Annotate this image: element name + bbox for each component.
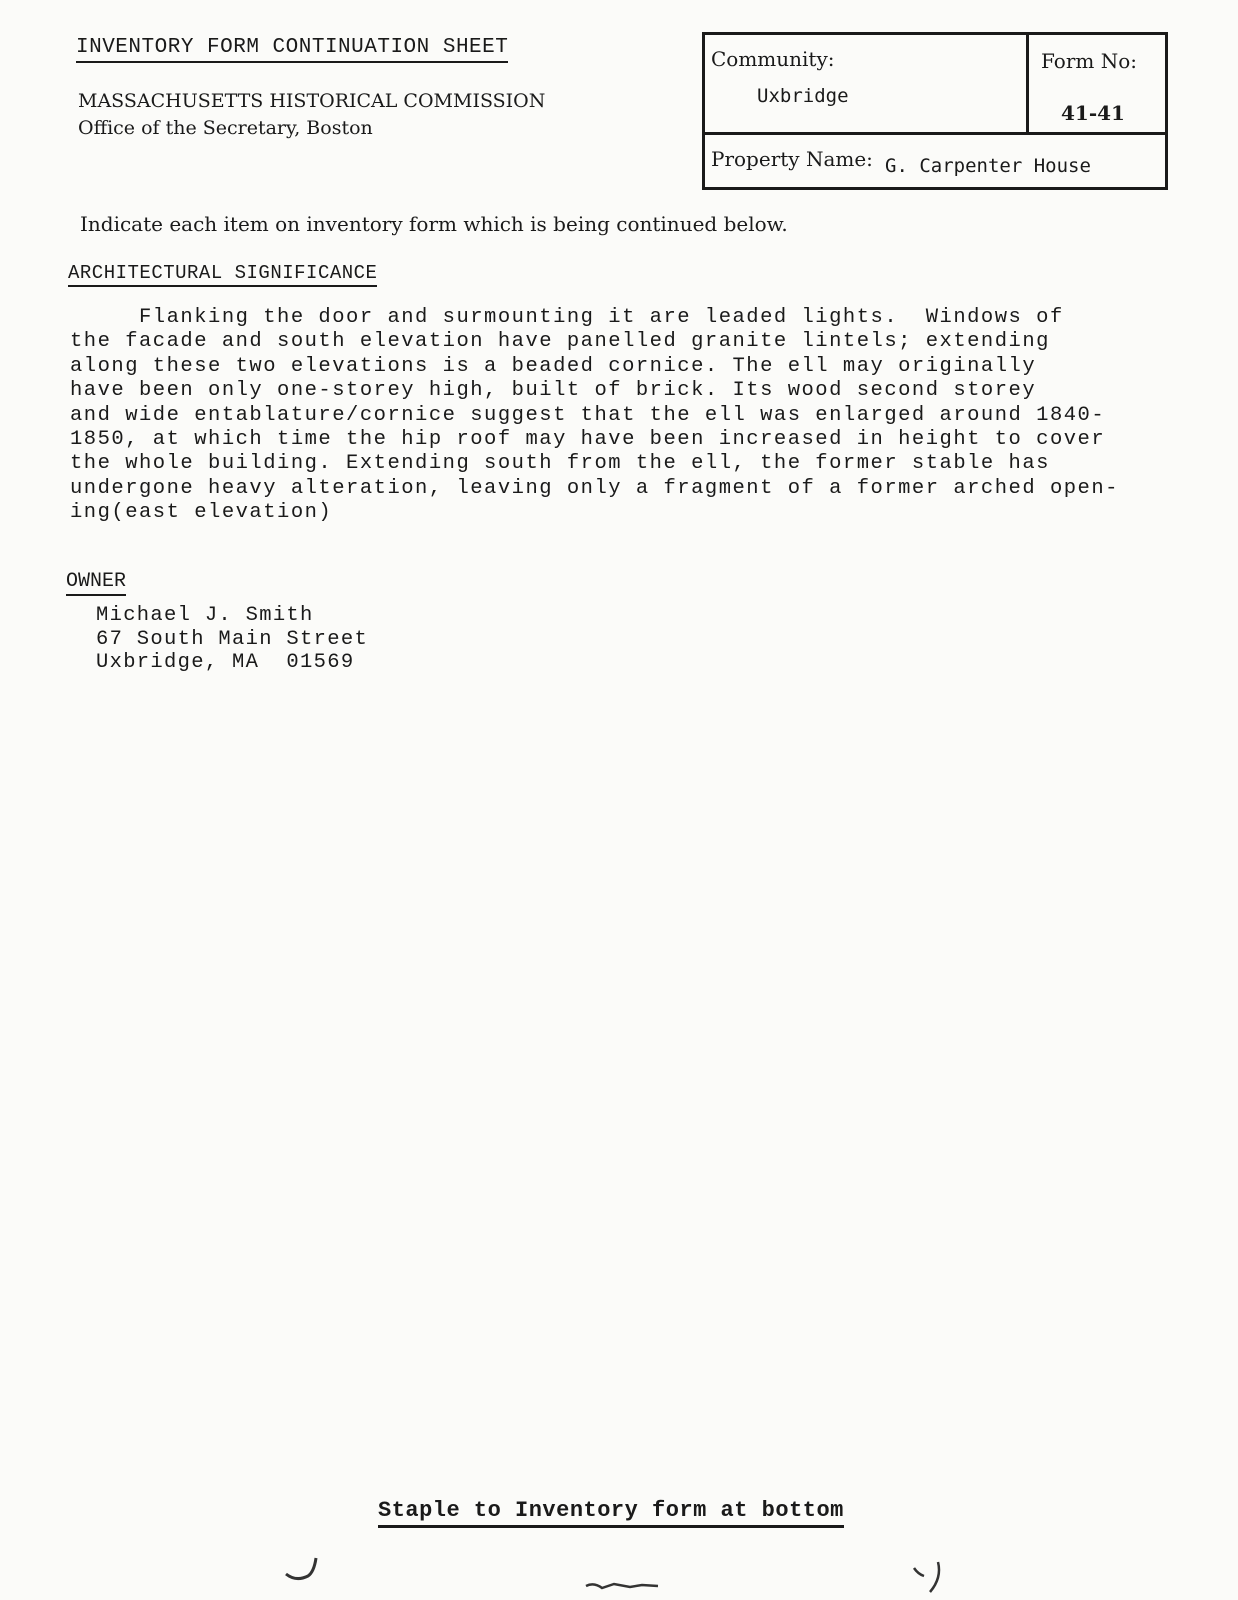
staple-note: Staple to Inventory form at bottom bbox=[378, 1498, 844, 1528]
text-line: along these two elevations is a beaded cornice. The ell may originally bbox=[70, 354, 1037, 378]
owner-name: Michael J. Smith bbox=[96, 604, 314, 627]
architectural-significance-text bbox=[70, 306, 1170, 526]
owner-heading: OWNER bbox=[66, 570, 126, 596]
owner-address-block bbox=[96, 604, 368, 675]
agency-name: MASSACHUSETTS HISTORICAL COMMISSION bbox=[78, 90, 546, 112]
text-line: and wide entablature/cornice suggest that the ell was enlarged around 1840- bbox=[70, 403, 1106, 427]
form-info-box bbox=[702, 32, 1168, 190]
staple-smudge-icon bbox=[584, 1580, 664, 1592]
form-number-label: Form No: bbox=[1041, 49, 1137, 73]
text-line: the facade and south elevation have panelled granite lintels; extending bbox=[70, 330, 1050, 354]
agency-block bbox=[78, 88, 545, 142]
text-line: Flanking the door and surmounting it are leaded lights. Windows of bbox=[70, 306, 1064, 329]
community-label: Community: bbox=[711, 47, 835, 71]
property-name-cell bbox=[705, 135, 1165, 187]
owner-street: 67 South Main Street bbox=[96, 627, 369, 651]
agency-office: Office of the Secretary, Boston bbox=[78, 117, 373, 139]
staple-mark-icon bbox=[282, 1552, 322, 1588]
instruction-text: Indicate each item on inventory form which is being continued below. bbox=[80, 212, 788, 236]
text-line: ing(east elevation) bbox=[70, 501, 333, 525]
form-number-cell bbox=[1029, 35, 1165, 135]
text-line: 1850, at which time the hip roof may have been increased in height to cover bbox=[70, 428, 1106, 452]
owner-city-state-zip: Uxbridge, MA 01569 bbox=[96, 651, 355, 674]
community-cell bbox=[705, 35, 1029, 135]
architectural-significance-heading: ARCHITECTURAL SIGNIFICANCE bbox=[68, 262, 377, 287]
text-line: have been only one-storey high, built of brick. Its wood second storey bbox=[70, 379, 1037, 403]
property-name-value: G. Carpenter House bbox=[885, 155, 1091, 177]
form-number-value: 41-41 bbox=[1061, 101, 1125, 125]
form-title: INVENTORY FORM CONTINUATION SHEET bbox=[76, 36, 508, 63]
text-line: undergone heavy alteration, leaving only a fragment of a former arched open- bbox=[70, 476, 1119, 500]
staple-mark-icon bbox=[910, 1558, 950, 1598]
community-value: Uxbridge bbox=[757, 85, 849, 107]
property-name-label: Property Name: bbox=[711, 147, 873, 171]
text-line: the whole building. Extending south from the ell, the former stable has bbox=[70, 452, 1050, 476]
